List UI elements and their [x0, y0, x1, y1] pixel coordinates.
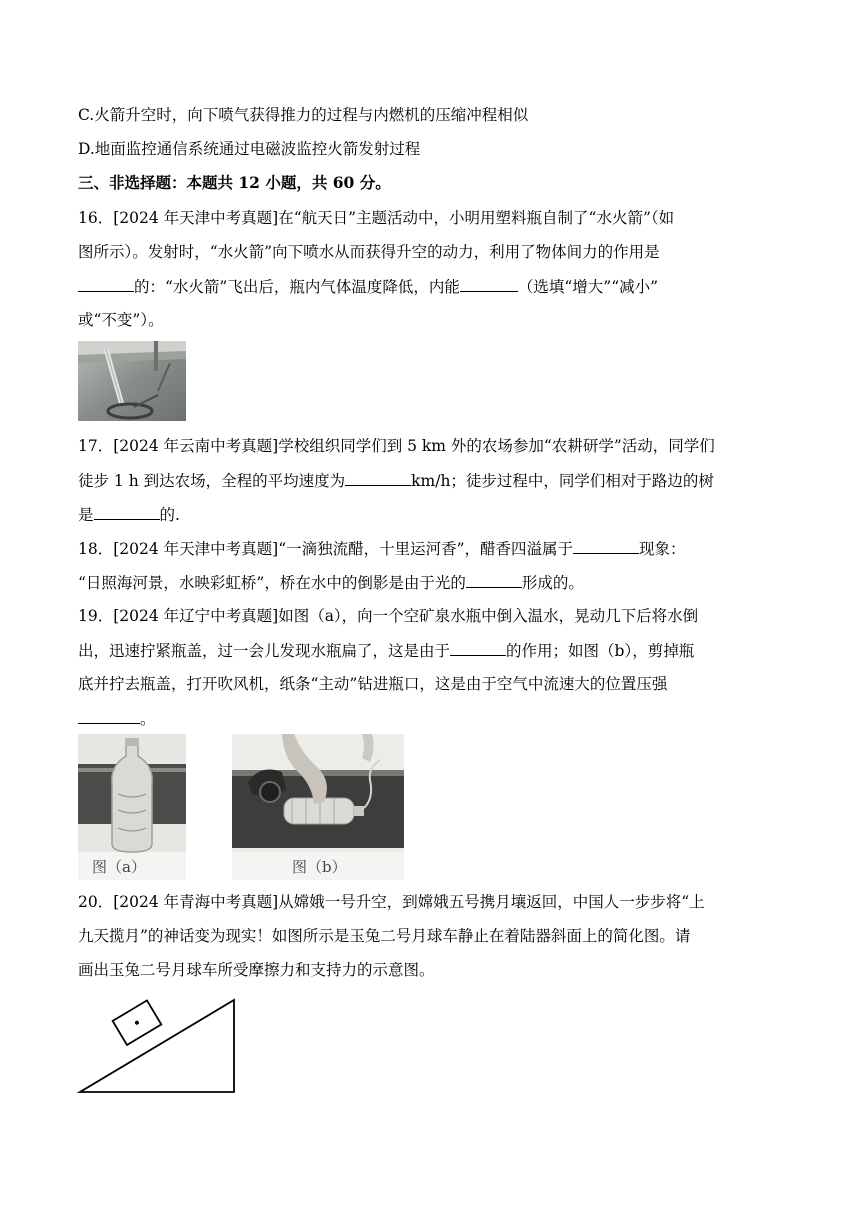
option-c: C.火箭升空时，向下喷气获得推力的过程与内燃机的压缩冲程相似	[78, 106, 529, 124]
q19-line-4-text: 。	[140, 710, 156, 728]
answer-blank	[460, 276, 518, 292]
water-rocket-photo	[78, 341, 186, 421]
q17-line-1: 17．[2024 年云南中考真题]学校组织同学们到 5 km 外的农场参加“农耕研学”活动，同学们	[78, 437, 715, 455]
incline-triangle	[80, 1000, 234, 1092]
q18-line-2	[78, 572, 584, 593]
q19-line-2	[78, 640, 694, 661]
q19-line-4	[78, 708, 156, 729]
q17-line-3-text-b: 的.	[159, 506, 180, 524]
q17-line-3	[78, 504, 180, 525]
q16-line-2: 图所示）。发射时，“水火箭”向下喷水从而获得升空的动力，利用了物体间力的作用是	[78, 243, 660, 261]
q18-line-1-text-b: 现象：	[639, 540, 686, 558]
answer-blank	[450, 640, 506, 656]
q17-line-2	[78, 470, 714, 491]
incline-diagram	[76, 994, 240, 1096]
q17-line-3-text-a: 是	[78, 506, 94, 524]
q17-line-2-text-a: 徒步 1 h 到达农场，全程的平均速度为	[78, 472, 346, 490]
q20-line-1: 20．[2024 年青海中考真题]从嫦娥一号升空，到嫦娥五号携月壤返回，中国人一步步将“上	[78, 893, 705, 911]
q19-line-2-text-b: 的作用；如图（b），剪掉瓶	[506, 642, 695, 660]
answer-blank	[78, 276, 134, 292]
q20-line-2: 九天揽月”的神话变为现实！如图所示是玉兔二号月球车静止在着陆器斜面上的简化图。请	[78, 927, 691, 945]
answer-blank	[78, 708, 140, 724]
q17-line-2-text-b: km/h；徒步过程中，同学们相对于路边的树	[411, 472, 714, 490]
figure-a-bottle-photo	[78, 734, 186, 880]
q16-line-4: 或“不变”）。	[78, 311, 164, 329]
q16-line-3	[78, 276, 658, 297]
q20-line-3: 画出玉兔二号月球车所受摩擦力和支持力的示意图。	[78, 961, 435, 979]
figure-a-caption: 图（a）	[92, 858, 146, 876]
figure-b-dryer-photo	[232, 734, 404, 880]
q18-line-2-text-a: “日照海河景，水映彩虹桥”，桥在水中的倒影是由于光的	[78, 574, 466, 592]
q16-line-3-text-b: （选填“增大”“减小”	[517, 278, 659, 296]
answer-blank	[345, 470, 411, 486]
section-heading: 三、非选择题：本题共 12 小题，共 60 分。	[78, 173, 391, 192]
figure-b-caption: 图（b）	[292, 858, 347, 876]
q18-line-2-text-b: 形成的。	[521, 574, 584, 592]
q19-line-3: 底并拧去瓶盖，打开吹风机，纸条“主动”钻进瓶口，这是由于空气中流速大的位置压强	[78, 675, 668, 693]
lunar-rover-block	[113, 1000, 162, 1045]
q16-line-3-text-a: 的：“水火箭”飞出后，瓶内气体温度降低，内能	[134, 278, 460, 296]
q19-line-1: 19．[2024 年辽宁中考真题]如图（a），向一个空矿泉水瓶中倒入温水，晃动几下后将水倒	[78, 607, 699, 625]
option-d: D.地面监控通信系统通过电磁波监控火箭发射过程	[78, 140, 421, 158]
q18-line-1-text-a: 18．[2024 年天津中考真题]“一滴独流醋，十里运河香”，醋香四溢属于	[78, 540, 574, 558]
answer-blank	[573, 538, 639, 554]
q19-line-2-text-a: 出，迅速拧紧瓶盖，过一会儿发现水瓶扁了，这是由于	[78, 642, 451, 660]
q16-line-1: 16．[2024 年天津中考真题]在“航天日”主题活动中，小明用塑料瓶自制了“水火箭”（如	[78, 209, 675, 227]
q18-line-1	[78, 538, 686, 559]
answer-blank	[466, 572, 522, 588]
answer-blank	[94, 504, 160, 520]
